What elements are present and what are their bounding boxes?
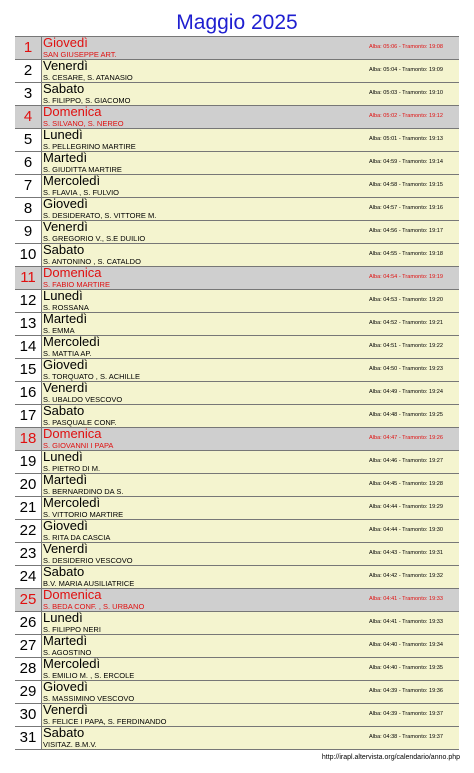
sunrise-sunset: Alba: 05:04 - Tramonto: 19:09 bbox=[368, 67, 443, 73]
weekday-name: Giovedì bbox=[43, 196, 88, 211]
sunrise-sunset: Alba: 05:03 - Tramonto: 19:10 bbox=[368, 90, 443, 96]
sunrise-sunset: Alba: 04:39 - Tramonto: 19:37 bbox=[368, 711, 443, 717]
day-number: 20 bbox=[15, 474, 42, 496]
calendar-table bbox=[15, 36, 459, 750]
saint-name: S. MATTIA AP. bbox=[43, 349, 92, 358]
sunrise-sunset: Alba: 05:01 - Tramonto: 19:13 bbox=[368, 136, 443, 142]
day-number: 9 bbox=[15, 221, 42, 243]
weekday-name: Sabato bbox=[43, 81, 85, 96]
saint-name: S. DESIDERATO, S. VITTORE M. bbox=[43, 211, 157, 220]
weekday-name: Venerdì bbox=[43, 702, 88, 717]
day-number: 29 bbox=[15, 681, 42, 703]
calendar-row bbox=[15, 175, 459, 198]
day-number: 8 bbox=[15, 198, 42, 220]
calendar-row bbox=[15, 727, 459, 750]
calendar-row bbox=[15, 704, 459, 727]
weekday-name: Giovedì bbox=[43, 35, 88, 50]
weekday-name: Domenica bbox=[43, 104, 102, 119]
weekday-name: Giovedì bbox=[43, 518, 88, 533]
calendar-row bbox=[15, 543, 459, 566]
day-number: 22 bbox=[15, 520, 42, 542]
weekday-name: Lunedì bbox=[43, 127, 83, 142]
calendar-row bbox=[15, 382, 459, 405]
saint-name: S. GREGORIO V., S.E DUILIO bbox=[43, 234, 146, 243]
calendar-row bbox=[15, 290, 459, 313]
day-number: 11 bbox=[15, 267, 42, 289]
day-number: 12 bbox=[15, 290, 42, 312]
saint-name: S. FELICE I PAPA, S. FERDINANDO bbox=[43, 717, 167, 726]
weekday-name: Venerdì bbox=[43, 58, 88, 73]
calendar-row bbox=[15, 635, 459, 658]
calendar-row bbox=[15, 405, 459, 428]
calendar-row bbox=[15, 359, 459, 382]
day-number: 17 bbox=[15, 405, 42, 427]
saint-name: S. PELLEGRINO MARTIRE bbox=[43, 142, 136, 151]
weekday-name: Lunedì bbox=[43, 610, 83, 625]
calendar-row bbox=[15, 612, 459, 635]
saint-name: S. CESARE, S. ATANASIO bbox=[43, 73, 133, 82]
sunrise-sunset: Alba: 04:38 - Tramonto: 19:37 bbox=[368, 734, 443, 740]
calendar-row bbox=[15, 658, 459, 681]
saint-name: S. FABIO MARTIRE bbox=[43, 280, 110, 289]
sunrise-sunset: Alba: 04:46 - Tramonto: 19:27 bbox=[368, 458, 443, 464]
saint-name: S. DESIDERIO VESCOVO bbox=[43, 556, 133, 565]
weekday-name: Sabato bbox=[43, 403, 85, 418]
day-number: 21 bbox=[15, 497, 42, 519]
sunrise-sunset: Alba: 04:55 - Tramonto: 19:18 bbox=[368, 251, 443, 257]
weekday-name: Sabato bbox=[43, 725, 85, 740]
day-number: 6 bbox=[15, 152, 42, 174]
calendar-row bbox=[15, 106, 459, 129]
weekday-name: Domenica bbox=[43, 426, 102, 441]
saint-name: S. RITA DA CASCIA bbox=[43, 533, 111, 542]
sunrise-sunset: Alba: 04:40 - Tramonto: 19:35 bbox=[368, 665, 443, 671]
sunrise-sunset: Alba: 04:54 - Tramonto: 19:19 bbox=[368, 274, 443, 280]
sunrise-sunset: Alba: 04:49 - Tramonto: 19:24 bbox=[368, 389, 443, 395]
saint-name: B.V. MARIA AUSILIATRICE bbox=[43, 579, 135, 588]
sunrise-sunset: Alba: 04:44 - Tramonto: 19:30 bbox=[368, 527, 443, 533]
sunrise-sunset: Alba: 04:57 - Tramonto: 19:16 bbox=[368, 205, 443, 211]
calendar-row bbox=[15, 267, 459, 290]
saint-name: S. BEDA CONF. , S. URBANO bbox=[43, 602, 145, 611]
day-number: 24 bbox=[15, 566, 42, 588]
day-number: 14 bbox=[15, 336, 42, 358]
sunrise-sunset: Alba: 05:06 - Tramonto: 19:08 bbox=[368, 44, 443, 50]
weekday-name: Venerdì bbox=[43, 219, 88, 234]
sunrise-sunset: Alba: 04:41 - Tramonto: 19:33 bbox=[368, 619, 443, 625]
day-number: 23 bbox=[15, 543, 42, 565]
weekday-name: Martedì bbox=[43, 311, 88, 326]
sunrise-sunset: Alba: 04:47 - Tramonto: 19:26 bbox=[368, 435, 443, 441]
saint-name: S. EMMA bbox=[43, 326, 75, 335]
sunrise-sunset: Alba: 04:56 - Tramonto: 19:17 bbox=[368, 228, 443, 234]
saint-name: S. PASQUALE CONF. bbox=[43, 418, 117, 427]
saint-name: S. PIETRO DI M. bbox=[43, 464, 101, 473]
sunrise-sunset: Alba: 04:52 - Tramonto: 19:21 bbox=[368, 320, 443, 326]
calendar-row bbox=[15, 244, 459, 267]
calendar-row bbox=[15, 451, 459, 474]
day-number: 31 bbox=[15, 727, 42, 749]
day-number: 28 bbox=[15, 658, 42, 680]
calendar-row bbox=[15, 474, 459, 497]
sunrise-sunset: Alba: 04:53 - Tramonto: 19:20 bbox=[368, 297, 443, 303]
weekday-name: Martedì bbox=[43, 633, 88, 648]
day-number: 16 bbox=[15, 382, 42, 404]
saint-name: S. MASSIMINO VESCOVO bbox=[43, 694, 135, 703]
calendar-row bbox=[15, 520, 459, 543]
footer-url: http://irapl.altervista.org/calendario/anno.php bbox=[321, 754, 460, 761]
saint-name: S. FILIPPO, S. GIACOMO bbox=[43, 96, 131, 105]
sunrise-sunset: Alba: 04:48 - Tramonto: 19:25 bbox=[368, 412, 443, 418]
sunrise-sunset: Alba: 04:58 - Tramonto: 19:15 bbox=[368, 182, 443, 188]
weekday-name: Domenica bbox=[43, 265, 102, 280]
sunrise-sunset: Alba: 04:39 - Tramonto: 19:36 bbox=[368, 688, 443, 694]
saint-name: VISITAZ. B.M.V. bbox=[43, 740, 97, 749]
weekday-name: Venerdì bbox=[43, 541, 88, 556]
saint-name: S. GIUDITTA MARTIRE bbox=[43, 165, 122, 174]
saint-name: SAN GIUSEPPE ART. bbox=[43, 50, 117, 59]
sunrise-sunset: Alba: 04:40 - Tramonto: 19:34 bbox=[368, 642, 443, 648]
day-number: 19 bbox=[15, 451, 42, 473]
saint-name: S. TORQUATO , S. ACHILLE bbox=[43, 372, 140, 381]
saint-name: S. UBALDO VESCOVO bbox=[43, 395, 123, 404]
calendar-row bbox=[15, 589, 459, 612]
sunrise-sunset: Alba: 04:41 - Tramonto: 19:33 bbox=[368, 596, 443, 602]
weekday-name: Giovedì bbox=[43, 357, 88, 372]
calendar-row bbox=[15, 152, 459, 175]
weekday-name: Lunedì bbox=[43, 449, 83, 464]
calendar-row bbox=[15, 313, 459, 336]
calendar-row bbox=[15, 681, 459, 704]
weekday-name: Giovedì bbox=[43, 679, 88, 694]
weekday-name: Mercoledì bbox=[43, 656, 101, 671]
day-number: 3 bbox=[15, 83, 42, 105]
day-number: 10 bbox=[15, 244, 42, 266]
calendar-row bbox=[15, 198, 459, 221]
day-number: 5 bbox=[15, 129, 42, 151]
day-number: 15 bbox=[15, 359, 42, 381]
calendar-row bbox=[15, 566, 459, 589]
calendar-row bbox=[15, 428, 459, 451]
day-number: 18 bbox=[15, 428, 42, 450]
day-number: 30 bbox=[15, 704, 42, 726]
day-number: 4 bbox=[15, 106, 42, 128]
weekday-name: Domenica bbox=[43, 587, 102, 602]
day-number: 1 bbox=[15, 37, 42, 59]
sunrise-sunset: Alba: 04:42 - Tramonto: 19:32 bbox=[368, 573, 443, 579]
day-number: 2 bbox=[15, 60, 42, 82]
calendar-row bbox=[15, 221, 459, 244]
weekday-name: Mercoledì bbox=[43, 334, 101, 349]
saint-name: S. ROSSANA bbox=[43, 303, 89, 312]
weekday-name: Martedì bbox=[43, 150, 88, 165]
saint-name: S. FLAVIA , S. FULVIO bbox=[43, 188, 119, 197]
calendar-row bbox=[15, 37, 459, 60]
calendar-row bbox=[15, 497, 459, 520]
sunrise-sunset: Alba: 04:59 - Tramonto: 19:14 bbox=[368, 159, 443, 165]
day-number: 13 bbox=[15, 313, 42, 335]
saint-name: S. FILIPPO NERI bbox=[43, 625, 101, 634]
sunrise-sunset: Alba: 05:02 - Tramonto: 19:12 bbox=[368, 113, 443, 119]
day-number: 26 bbox=[15, 612, 42, 634]
saint-name: S. AGOSTINO bbox=[43, 648, 92, 657]
saint-name: S. BERNARDINO DA S. bbox=[43, 487, 124, 496]
weekday-name: Sabato bbox=[43, 564, 85, 579]
sunrise-sunset: Alba: 04:43 - Tramonto: 19:31 bbox=[368, 550, 443, 556]
calendar-row bbox=[15, 83, 459, 106]
calendar-row bbox=[15, 336, 459, 359]
day-number: 27 bbox=[15, 635, 42, 657]
day-number: 7 bbox=[15, 175, 42, 197]
weekday-name: Mercoledì bbox=[43, 495, 101, 510]
page-title: Maggio 2025 bbox=[176, 11, 298, 34]
saint-name: S. ANTONINO , S. CATALDO bbox=[43, 257, 141, 266]
weekday-name: Venerdì bbox=[43, 380, 88, 395]
weekday-name: Mercoledì bbox=[43, 173, 101, 188]
day-number: 25 bbox=[15, 589, 42, 611]
saint-name: S. GIOVANNI I PAPA bbox=[43, 441, 114, 450]
sunrise-sunset: Alba: 04:44 - Tramonto: 19:29 bbox=[368, 504, 443, 510]
weekday-name: Martedì bbox=[43, 472, 88, 487]
sunrise-sunset: Alba: 04:51 - Tramonto: 19:22 bbox=[368, 343, 443, 349]
saint-name: S. EMILIO M. , S. ERCOLE bbox=[43, 671, 135, 680]
calendar-row bbox=[15, 129, 459, 152]
sunrise-sunset: Alba: 04:45 - Tramonto: 19:28 bbox=[368, 481, 443, 487]
saint-name: S. SILVANO, S. NEREO bbox=[43, 119, 124, 128]
sunrise-sunset: Alba: 04:50 - Tramonto: 19:23 bbox=[368, 366, 443, 372]
weekday-name: Sabato bbox=[43, 242, 85, 257]
calendar-row bbox=[15, 60, 459, 83]
saint-name: S. VITTORIO MARTIRE bbox=[43, 510, 124, 519]
weekday-name: Lunedì bbox=[43, 288, 83, 303]
